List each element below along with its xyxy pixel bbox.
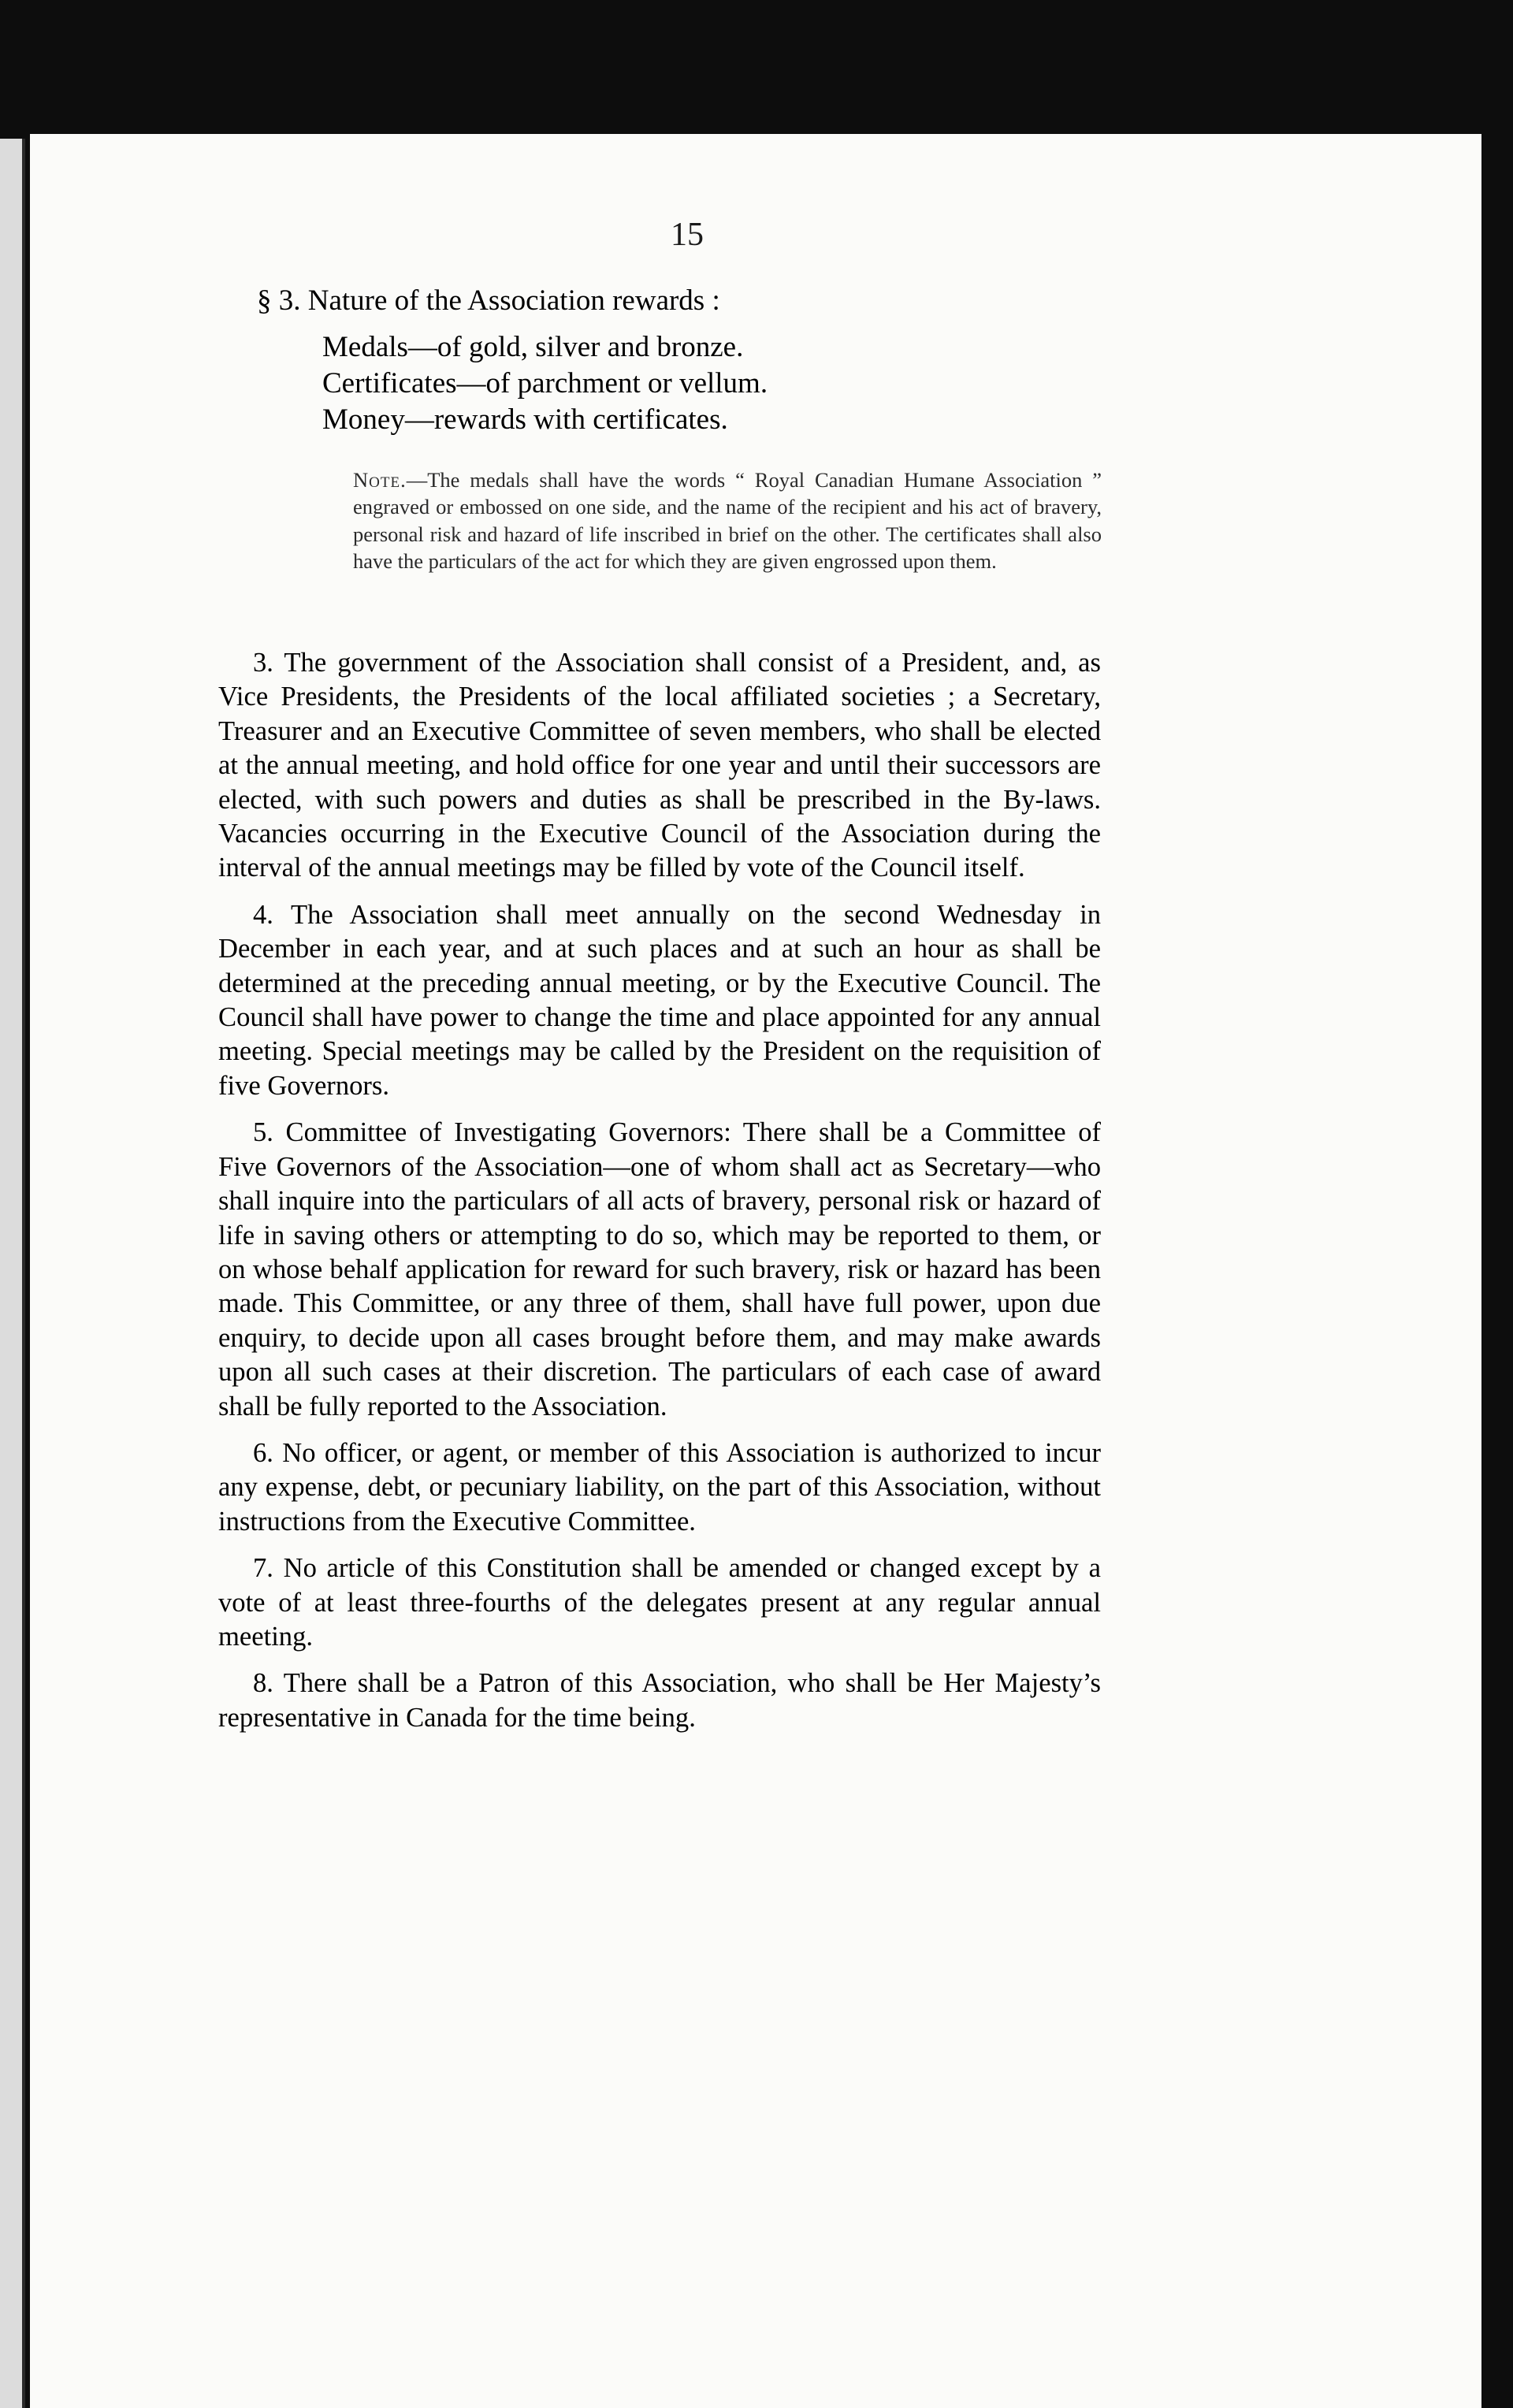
reward-item-medals: Medals—of gold, silver and bronze. [322, 331, 744, 363]
page-number: 15 [671, 217, 704, 253]
article-5: 5. Committee of Investigating Governors: There shall be a Committee of Five Governors of the Association—one of whom shall act as Secretary—who shall inquire into the particulars of all acts of bravery, personal risk or hazard of life in saving others or attempting to do so, which may be reported to them, or on whose behalf application for reward for such bravery, risk or hazard has been made. This Committee, or any three of them, shall have full power, upon due enquiry, to decide upon all cases brought before them, and may make awards upon all such cases at their discretion. The particulars of each case of award shall be fully reported to the Association. [218, 1117, 1101, 1421]
reward-item-certificates: Certificates—of parchment or vellum. [322, 367, 768, 399]
rewards-list [322, 329, 768, 438]
section-heading [257, 282, 720, 320]
article-8: 8. There shall be a Patron of this Association, who shall be Her Majesty’s representative in Canada for the time being. [218, 1668, 1101, 1733]
article-7: 7. No article of this Constitution shall be amended or changed except by a vote of at least three-fourths of the delegates present at any regular annual meeting. [218, 1553, 1101, 1652]
note-text: —The medals shall have the words “ Royal Canadian Humane Association ” engraved or embossed on one side, and the name of the recipient and his act of bravery, personal risk and hazard of life inscribed in brief on the other. The certificates shall also have the particulars of the act for which they are given engrossed upon them. [353, 468, 1102, 573]
article-6: 6. No officer, or agent, or member of this Association is authorized to incur any expense, debt, or pecuniary liability, on the part of this Association, without instructions from the Executive Committee. [218, 1437, 1101, 1537]
section-title: Nature of the Association rewards : [307, 284, 720, 317]
facing-page-edge [0, 139, 25, 2408]
articles-list [218, 646, 1101, 1748]
note-paragraph [353, 466, 1102, 574]
article-3: 3. The government of the Association shall consist of a President, and, as Vice Presidents, the Presidents of the local affiliated societies ; a Secretary, Treasurer and an Executive Committee of seven members, who shall be elected at the annual meeting, and hold office for one year and until their successors are elected, with such powers and duties as shall be prescribed in the By-laws. Vacancies occurring in the Executive Council of the Association during the interval of the annual meetings may be filled by vote of the Council itself. [218, 648, 1101, 883]
reward-item-money: Money—rewards with certificates. [322, 403, 728, 436]
note-label: Note. [353, 468, 407, 492]
article-4: 4. The Association shall meet annually on the second Wednesday in December in each year, and at such places and at such an hour as shall be determined at the preceding annual meeting, or by the Executive Council. The Council shall have power to change the time and place appointed for any annual meeting. Special meetings may be called by the President on the requisition of five Governors. [218, 899, 1101, 1101]
section-marker: § 3. [257, 284, 301, 317]
